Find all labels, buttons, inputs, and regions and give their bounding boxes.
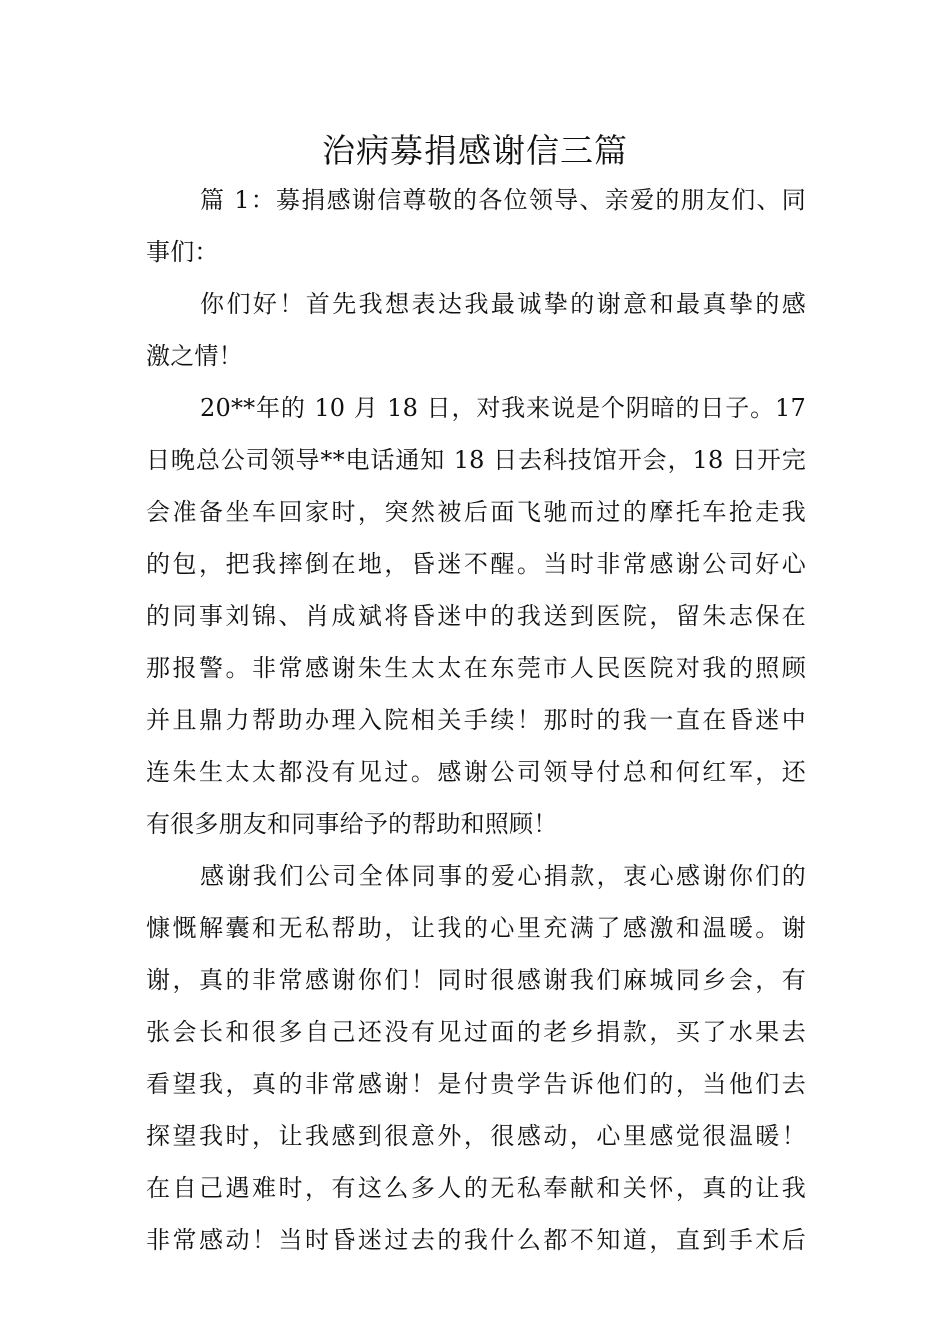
text-line: 事们： [146, 238, 219, 266]
text-line: 谢，真的非常感谢你们！同时很感谢我们麻城同乡会，有 [146, 966, 806, 994]
text-line: 篇 1：募捐感谢信尊敬的各位领导、亲爱的朋友们、同 [200, 186, 806, 214]
text-line: 慷慨解囊和无私帮助，让我的心里充满了感激和温暖。谢 [146, 914, 806, 942]
text-line: 探望我时，让我感到很意外，很感动，心里感觉很温暖！ [146, 1122, 806, 1150]
text-line: 有很多朋友和同事给予的帮助和照顾！ [146, 810, 558, 838]
text-line: 连朱生太太都没有见过。感谢公司领导付总和何红军，还 [146, 758, 806, 786]
text-line: 的同事刘锦、肖成斌将昏迷中的我送到医院，留朱志保在 [146, 602, 806, 630]
text-line: 感谢我们公司全体同事的爱心捐款，衷心感谢你们的 [200, 862, 806, 890]
text-line: 非常感动！当时昏迷过去的我什么都不知道，直到手术后 [146, 1226, 806, 1254]
document-title: 治病募捐感谢信三篇 [322, 131, 628, 170]
text-line: 日晚总公司领导**电话通知 18 日去科技馆开会，18 日开完 [146, 446, 806, 474]
letter-body [146, 174, 806, 1266]
text-line: 那报警。非常感谢朱生太太在东莞市人民医院对我的照顾 [146, 654, 806, 682]
text-line: 在自己遇难时，有这么多人的无私奉献和关怀，真的让我 [146, 1174, 806, 1202]
text-line: 张会长和很多自己还没有见过面的老乡捐款，买了水果去 [146, 1018, 806, 1046]
text-line: 激之情！ [146, 342, 243, 370]
text-line: 你们好！首先我想表达我最诚挚的谢意和最真挚的感 [200, 290, 806, 318]
text-line: 的包，把我摔倒在地，昏迷不醒。当时非常感谢公司好心 [146, 550, 806, 578]
text-line: 20**年的 10 月 18 日，对我来说是个阴暗的日子。17 [200, 394, 806, 422]
text-line: 会准备坐车回家时，突然被后面飞驰而过的摩托车抢走我 [146, 498, 806, 526]
text-line: 并且鼎力帮助办理入院相关手续！那时的我一直在昏迷中 [146, 706, 806, 734]
text-line: 看望我，真的非常感谢！是付贵学告诉他们的，当他们去 [146, 1070, 806, 1098]
